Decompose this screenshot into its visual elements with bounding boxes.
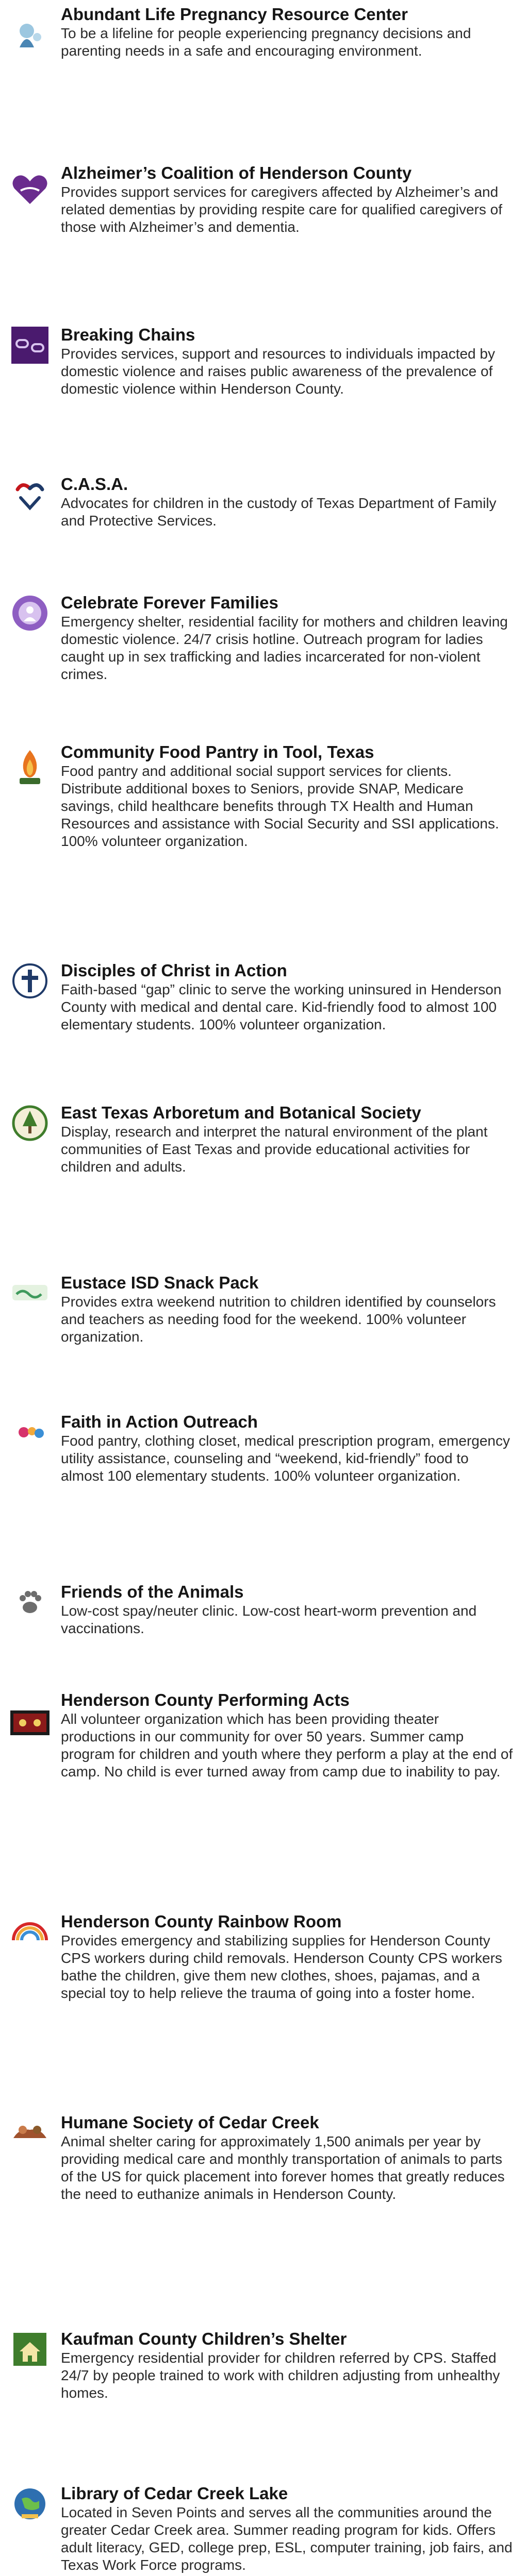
org-description: Food pantry, clothing closet, medical prescription program, emergency utility assistance, counseling and “weekend, kid-friendly” food to almost 100 elementary students. 100% volunteer organization. (61, 1433, 510, 1484)
arboretum-seal-logo-icon (9, 1103, 51, 1144)
org-description: Display, research and interpret the natural environment of the plant communities of East Texas and provide educational activities for children and adults. (61, 1124, 488, 1175)
org-name: C.A.S.A. (61, 474, 128, 494)
org-description: Low-cost spay/neuter clinic. Low-cost heart-worm prevention and vaccinations. (61, 1603, 477, 1636)
broken-chain-logo-icon (9, 325, 51, 366)
org-description: Provides support services for caregivers affected by Alzheimer’s and related dementias by providing respite care for qualified caregivers of those with Alzheimer’s and dementia. (61, 184, 503, 235)
org-name: Alzheimer’s Coalition of Henderson County (61, 163, 412, 182)
org-description: Provides emergency and stabilizing supplies for Henderson County CPS workers during child removals. Henderson County CPS workers bathe the children, give them new clothes, shoes, pajamas, and a special toy to help relieve the trauma of going into a foster home. (61, 1933, 502, 2001)
snack-pack-logo-icon (9, 1273, 51, 1314)
org-name: Friends of the Animals (61, 1582, 244, 1601)
org-name: Community Food Pantry in Tool, Texas (61, 742, 374, 761)
disciples-circle-logo-icon (9, 960, 51, 1002)
org-description: All volunteer organization which has been providing theater productions in our community for over 50 years. Summer camp program for children and youth where they perform a play at the end of camp. No child is ever turned away from camp due to inability to pay. (61, 1711, 513, 1780)
org-description: Located in Seven Points and serves all the communities around the greater Cedar Creek area. Summer reading program for kids. Offers adult literacy, GED, college prep, ESL, computer training, job fairs, and Texas Work Force programs. (61, 2504, 513, 2573)
org-name: Eustace ISD Snack Pack (61, 1273, 259, 1292)
org-name: Celebrate Forever Families (61, 593, 278, 612)
childrens-shelter-house-logo-icon (9, 2329, 51, 2370)
humane-society-logo-icon (9, 2112, 51, 2154)
org-name: Library of Cedar Creek Lake (61, 2484, 288, 2503)
faith-in-action-logo-icon (9, 1412, 51, 1453)
org-name: Kaufman County Children’s Shelter (61, 2329, 347, 2348)
org-name: Henderson County Performing Acts (61, 1690, 350, 1709)
org-name: East Texas Arboretum and Botanical Society (61, 1103, 421, 1122)
org-name: Humane Society of Cedar Creek (61, 2113, 319, 2132)
org-description: Emergency residential provider for children referred by CPS. Staffed 24/7 by people trained to work with children adjusting from unhealthy homes. (61, 2350, 500, 2401)
purple-circle-family-logo-icon (9, 592, 51, 634)
org-name: Henderson County Rainbow Room (61, 1912, 342, 1931)
org-description: Faith-based “gap” clinic to serve the working uninsured in Henderson County with medical and dental care. Kid-friendly food to almost 100 elementary students. 100% volunteer organization. (61, 981, 502, 1032)
paw-print-logo-icon (9, 1582, 51, 1623)
purple-heart-hands-logo-icon (9, 168, 51, 209)
theater-marquee-logo-icon (9, 1702, 51, 1743)
abundant-life-logo-icon (9, 15, 51, 57)
org-name: Disciples of Christ in Action (61, 961, 287, 980)
org-description: Food pantry and additional social support services for clients. Distribute additional boxes to Seniors, provide SNAP, Medicare savings, child healthcare benefits through TX Health and Human Resources and assistance with Social Security and SSI applications. 100% volunteer organization. (61, 763, 499, 849)
org-description: Animal shelter caring for approximately 1,500 animals per year by providing medical care and monthly transportation of animals to parts of the US for quick placement into forever homes that greatly reduces the need to euthanize animals in Henderson County. (61, 2133, 505, 2202)
org-name: Abundant Life Pregnancy Resource Center (61, 5, 408, 24)
org-description: Provides extra weekend nutrition to children identified by counselors and teachers as needing food for the weekend. 100% volunteer organization. (61, 1294, 496, 1345)
rainbow-logo-icon (9, 1911, 51, 1953)
org-description: To be a lifeline for people experiencing pregnancy decisions and parenting needs in a safe and encouraging environment. (61, 25, 471, 59)
org-description: Provides services, support and resources to individuals impacted by domestic violence and raises public awareness of the prevalence of domestic violence within Henderson County. (61, 346, 495, 397)
casa-heart-logo-icon (9, 474, 51, 515)
org-name: Faith in Action Outreach (61, 1412, 258, 1431)
org-description: Emergency shelter, residential facility for mothers and children leaving domestic violence. 24/7 crisis hotline. Outreach program for ladies caught up in sex trafficking and ladies incarcerated for non-violent crimes. (61, 614, 508, 682)
library-globe-logo-icon (9, 2483, 51, 2524)
org-name: Breaking Chains (61, 325, 195, 344)
food-pantry-logo-icon (9, 747, 51, 788)
org-description: Advocates for children in the custody of Texas Department of Family and Protective Services. (61, 495, 497, 529)
